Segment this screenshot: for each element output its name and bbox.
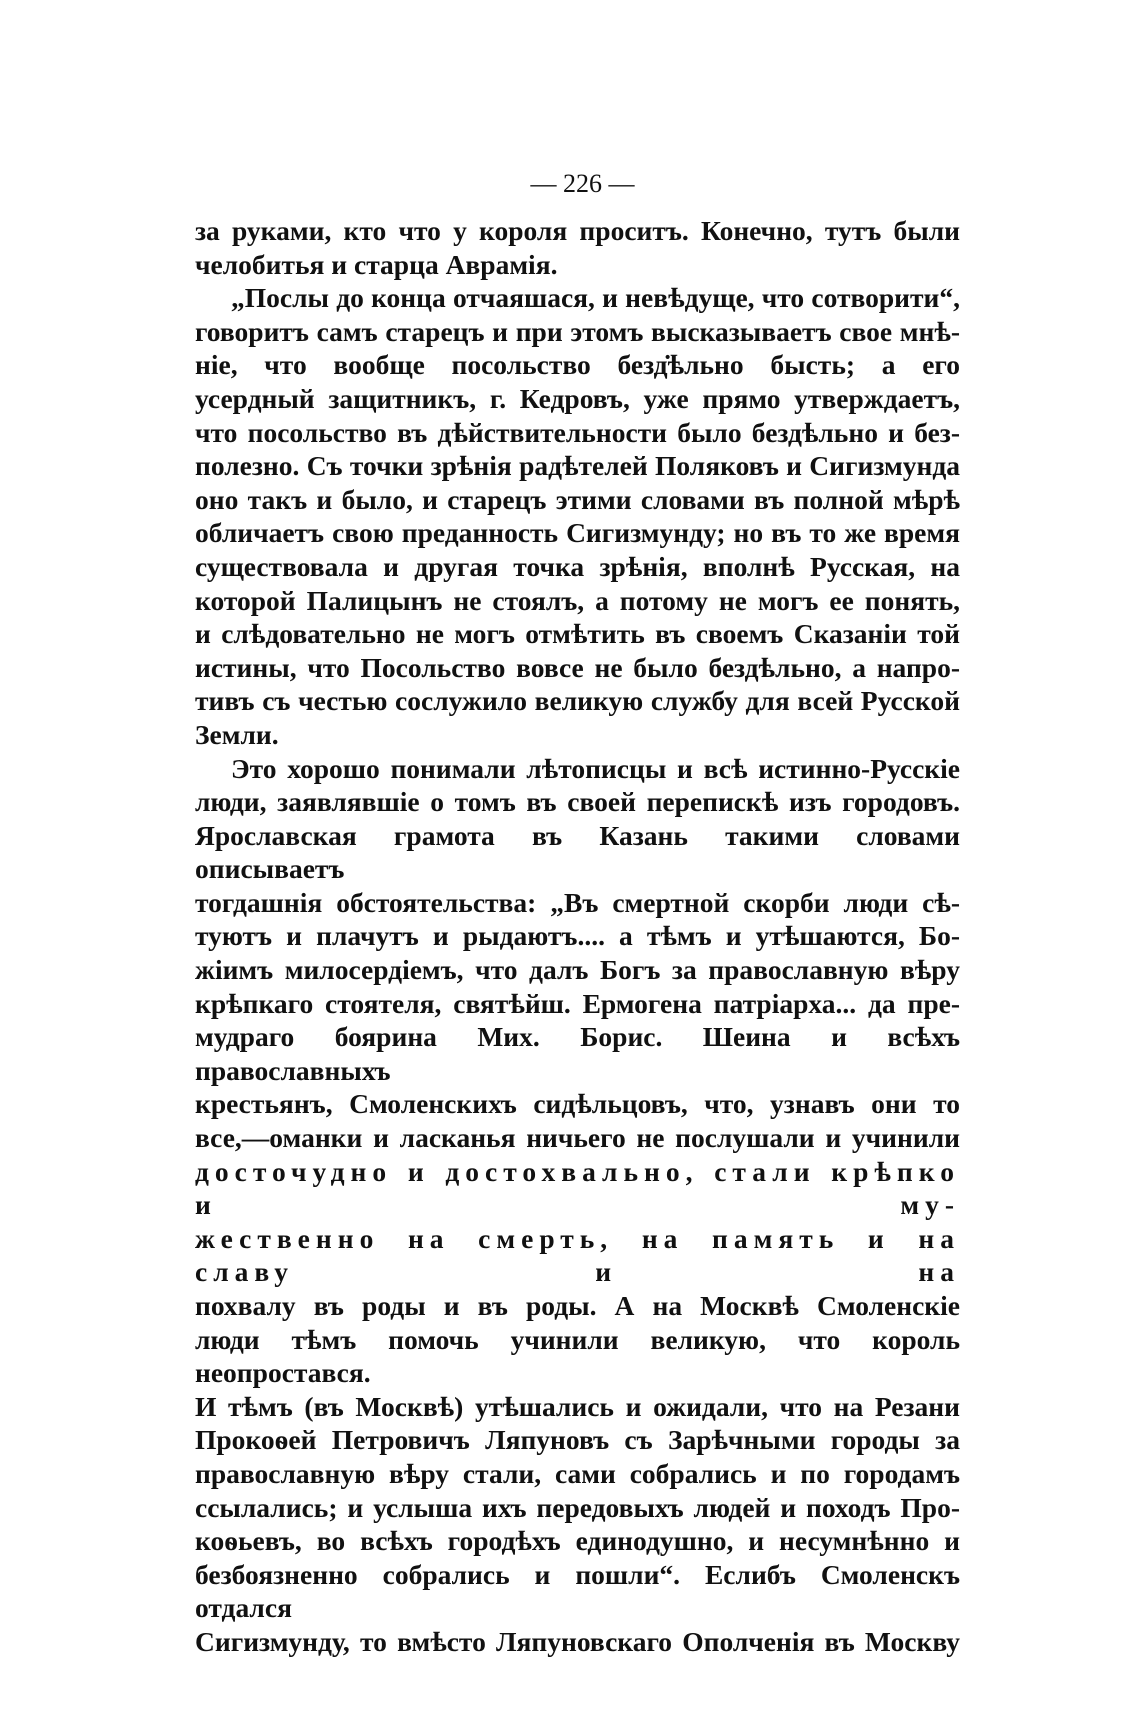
text-line-spaced: досточудно и достохвально, стали крѣпко и му- xyxy=(195,1155,960,1221)
text-line: Это хорошо понимали лѣтописцы и всѣ истинно-Русскіе xyxy=(231,752,960,784)
text-line: Прокоѳей Петровичъ Ляпуновъ съ Зарѣчными городы за xyxy=(195,1424,960,1456)
text-line: крестьянъ, Смоленскихъ сидѣльцовъ, что, узнавъ они то xyxy=(195,1088,960,1120)
text-line: жіимъ милосердіемъ, что далъ Богъ за православную вѣру xyxy=(195,954,960,986)
text-line: усердный защитникъ, г. Кедровъ, уже прямо утверждаетъ, xyxy=(195,382,960,414)
text-line: Ярославская грамота въ Казань такими словами описываетъ xyxy=(195,819,960,885)
text-line: существовала и другая точка зрѣнія, вполнѣ Русская, на xyxy=(195,550,960,582)
text-line: все,—оманки и ласканья ничьего не послушали и учинили xyxy=(195,1122,960,1154)
text-line: И тѣмъ (въ Москвѣ) утѣшались и ожидали, что на Резани xyxy=(195,1390,960,1422)
page-text xyxy=(195,214,960,1659)
text-line: похвалу въ роды и въ роды. А на Москвѣ Смоленскіе xyxy=(195,1290,960,1321)
text-line: мудраго боярина Мих. Борис. Шеина и всѣхъ православныхъ xyxy=(195,1021,960,1086)
text-line: православную вѣру стали, сами собрались и по городамъ xyxy=(195,1457,960,1489)
text-line: коѳьевъ, во всѣхъ городѣхъ единодушно, и несумнѣнно и xyxy=(195,1525,960,1557)
text-line: ссылались; и услыша ихъ передовыхъ людей и походъ Про- xyxy=(195,1491,960,1523)
text-line: и слѣдовательно не могъ отмѣтить въ своемъ Сказаніи той xyxy=(195,618,960,650)
text-line: Сигизмунду, то вмѣсто Ляпуновскаго Ополченія въ Москву xyxy=(195,1625,960,1657)
text-line: обличаетъ свою преданность Сигизмунду; но въ то же время xyxy=(195,517,960,549)
text-line: „Послы до конца отчаяшася, и невѣдуще, что сотворити“, xyxy=(231,282,960,314)
text-line: тивъ съ честью сослужило великую службу для всей Русской xyxy=(195,685,960,717)
text-line: оно такъ и было, и старецъ этими словами въ полной мѣрѣ xyxy=(195,483,960,515)
text-line: за руками, кто что у короля проситъ. Конечно, тутъ были xyxy=(195,215,960,246)
text-line: что посольство въ дѣйствительности было бездѣльно и без- xyxy=(195,416,960,448)
page-number: — 226 — xyxy=(530,169,635,198)
text-line: ніе, что вообще посольство безд̇ѣльно бысть; а его xyxy=(195,349,960,381)
text-line: безбоязненно собрались и пошли“. Еслибъ Смоленскъ отдался xyxy=(195,1558,960,1624)
book-page xyxy=(195,168,960,1659)
text-line: истины, что Посольство вовсе не было бездѣльно, а напро- xyxy=(195,651,960,683)
text-line: полезно. Съ точки зрѣнія радѣтелей Поляковъ и Сигизмунда xyxy=(195,450,960,482)
text-line: говоритъ самъ старецъ и при этомъ высказываетъ свое мнѣ- xyxy=(195,315,960,347)
text-line: люди, заявлявшіе о томъ въ своей перепискѣ изъ городовъ. xyxy=(195,786,960,818)
text-line: Земли. xyxy=(195,718,279,750)
text-line: тогдашнія обстоятельства: „Въ смертной скорби люди сѣ- xyxy=(195,886,960,918)
text-line: туютъ и плачутъ и рыдаютъ.... а тѣмъ и утѣшаются, Бо- xyxy=(195,920,960,952)
text-line: крѣпкаго стоятеля, святѣйш. Ермогена патріарха... да пре- xyxy=(195,987,960,1019)
text-line: люди тѣмъ помочь учинили великую, что король неопростався. xyxy=(195,1323,960,1389)
text-line-spaced: жественно на смерть, на память и на славу и на xyxy=(195,1222,960,1288)
text-line: которой Палицынъ не стоялъ, а потому не могъ ее понять, xyxy=(195,584,960,616)
text-line: челобитья и старца Аврамія. xyxy=(195,248,558,280)
